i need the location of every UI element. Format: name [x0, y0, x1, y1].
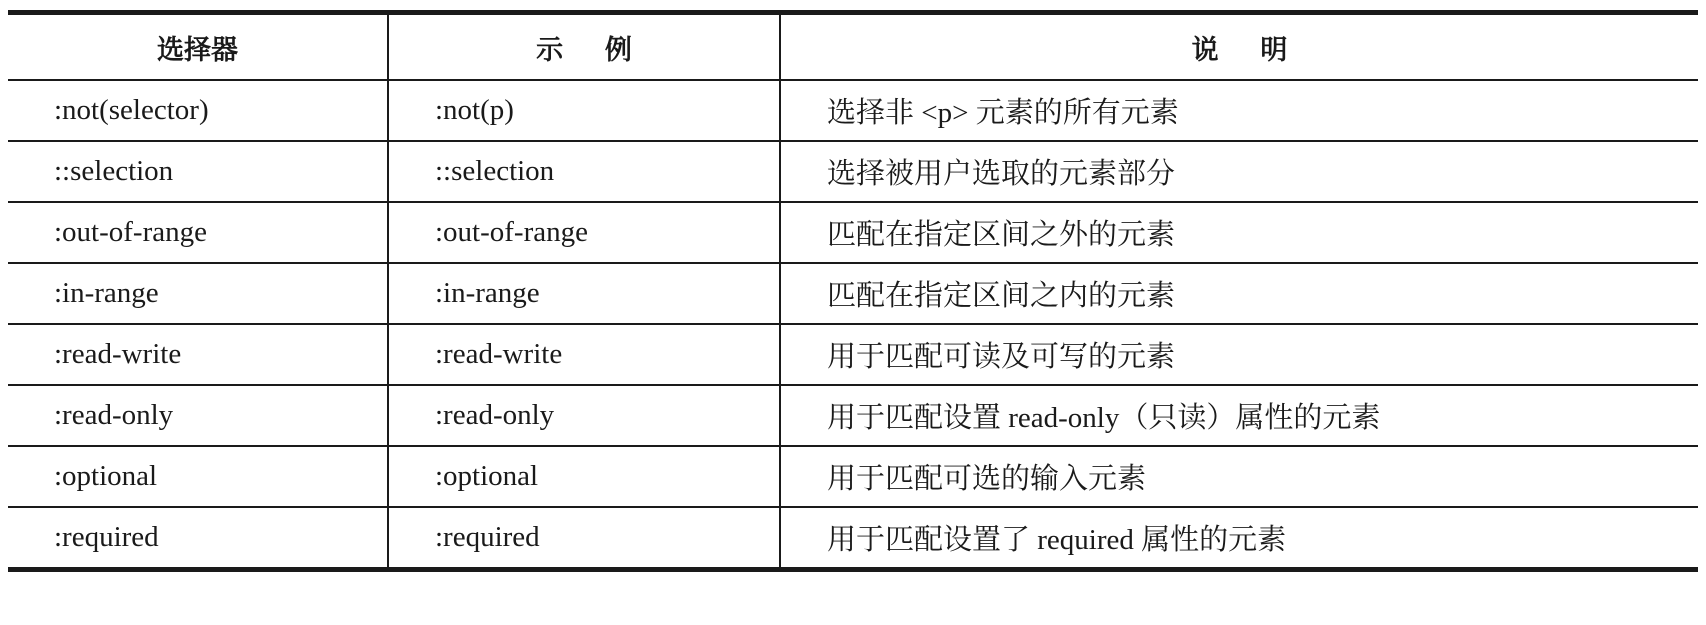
cell-description: 用于匹配可选的输入元素	[780, 446, 1698, 507]
table-row	[8, 385, 1698, 446]
table-row	[8, 202, 1698, 263]
cell-selector: :read-only	[8, 385, 388, 446]
table-row	[8, 324, 1698, 385]
cell-example: :not(p)	[388, 80, 780, 141]
cell-description: 用于匹配设置 read-only（只读）属性的元素	[780, 385, 1698, 446]
cell-selector: :optional	[8, 446, 388, 507]
cell-example: :in-range	[388, 263, 780, 324]
cell-selector: :not(selector)	[8, 80, 388, 141]
table-row	[8, 446, 1698, 507]
css-selector-table	[8, 10, 1698, 572]
table-row	[8, 507, 1698, 570]
header-selector: 选择器	[8, 13, 388, 81]
cell-description: 用于匹配设置了 required 属性的元素	[780, 507, 1698, 570]
cell-example: :read-write	[388, 324, 780, 385]
cell-description: 选择被用户选取的元素部分	[780, 141, 1698, 202]
cell-description: 用于匹配可读及可写的元素	[780, 324, 1698, 385]
selector-table-container	[8, 10, 1698, 572]
cell-selector: :read-write	[8, 324, 388, 385]
cell-description: 匹配在指定区间之外的元素	[780, 202, 1698, 263]
cell-selector: ::selection	[8, 141, 388, 202]
cell-description: 选择非 <p> 元素的所有元素	[780, 80, 1698, 141]
header-example: 示 例	[388, 13, 780, 81]
table-body	[8, 80, 1698, 570]
table-row	[8, 141, 1698, 202]
cell-selector: :in-range	[8, 263, 388, 324]
header-description: 说 明	[780, 13, 1698, 81]
cell-selector: :out-of-range	[8, 202, 388, 263]
table-header	[8, 13, 1698, 81]
cell-example: :required	[388, 507, 780, 570]
table-row	[8, 80, 1698, 141]
cell-example: ::selection	[388, 141, 780, 202]
cell-example: :out-of-range	[388, 202, 780, 263]
cell-example: :read-only	[388, 385, 780, 446]
cell-example: :optional	[388, 446, 780, 507]
table-row	[8, 263, 1698, 324]
header-row	[8, 13, 1698, 81]
cell-description: 匹配在指定区间之内的元素	[780, 263, 1698, 324]
cell-selector: :required	[54, 521, 159, 553]
